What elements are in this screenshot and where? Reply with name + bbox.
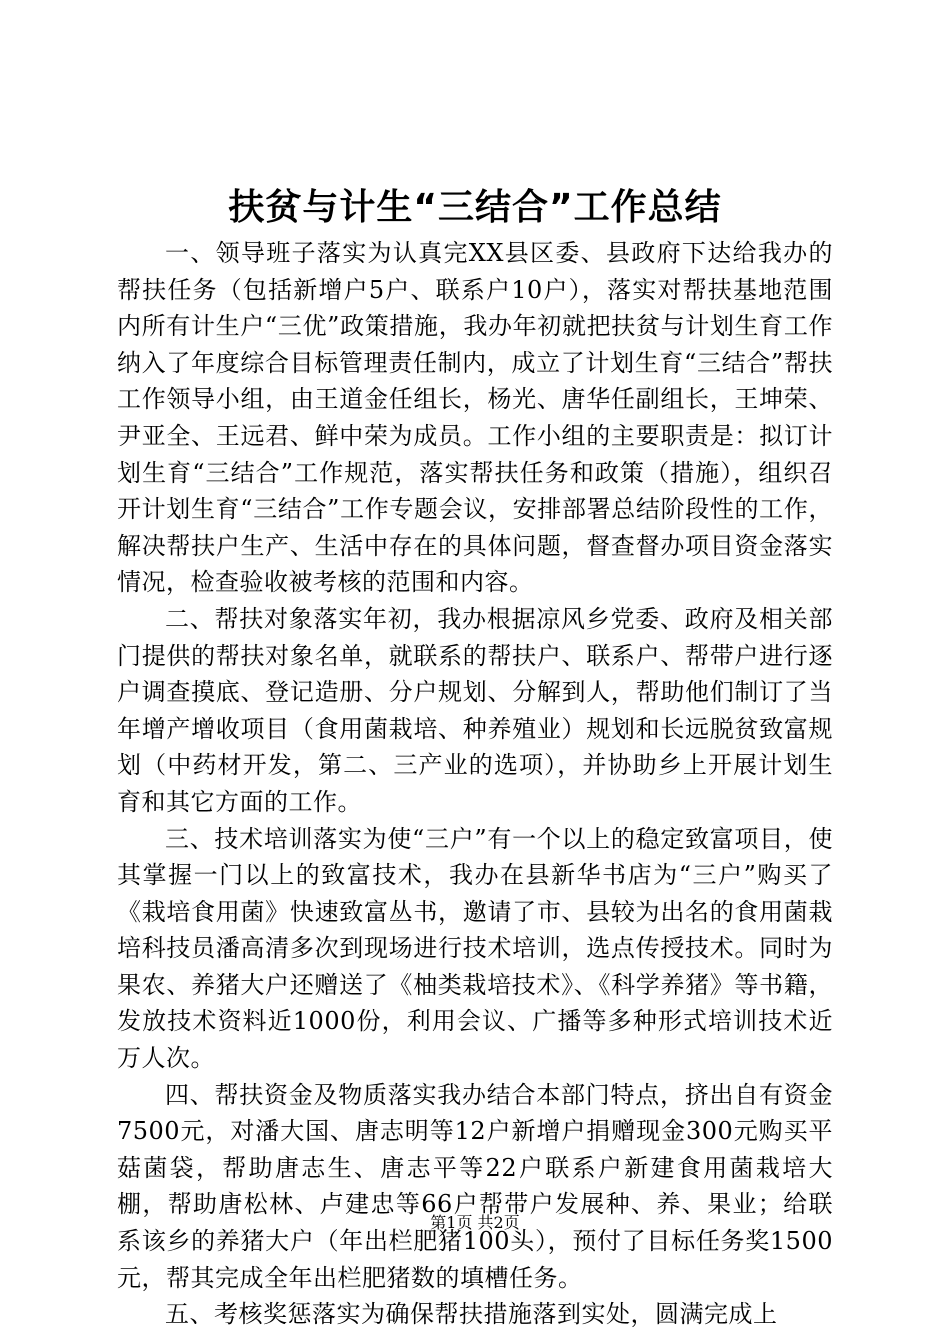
paragraph-5: 五、考核奖惩落实为确保帮扶措施落到实处，圆满完成上 xyxy=(165,1300,778,1329)
document-body xyxy=(117,235,833,1333)
page-number-footer: 第1页 共2页 xyxy=(430,1213,520,1232)
paragraph-3: 三、技术培训落实为使“三户”有一个以上的稳定致富项目，使其掌握一门以上的致富技术，我办在县新华书店为“三户”购买了《栽培食用菌》快速致富丛书，邀请了市、县较为出名的食用菌栽培科技员潘高清多次到现场进行技术培训，选点传授技术。同时为果农、养猪大户还赠送了《柚类栽培技术》、《科学养猪》等书籍，发放技术资料近1000份，利用会议、广播等多种形式培训技术近万人次。 xyxy=(117,824,833,1073)
document-title: 扶贫与计生“三结合”工作总结 xyxy=(228,187,722,228)
paragraph-4: 四、帮扶资金及物质落实我办结合本部门特点，挤出自有资金7500元，对潘大国、唐志明等12户新增户捐赠现金300元购买平菇菌袋，帮助唐志生、唐志平等22户联系户新建食用菌栽培大棚，帮助唐松林、卢建忠等66户帮带户发展种、养、果业；给联系该乡的养猪大户（年出栏肥猪100头），预付了目标任务奖1500元，帮其完成全年出栏肥猪数的填槽任务。 xyxy=(117,1080,833,1292)
paragraph-2: 二、帮扶对象落实年初，我办根据凉风乡党委、政府及相关部门提供的帮扶对象名单，就联系的帮扶户、联系户、帮带户进行逐户调查摸底、登记造册、分户规划、分解到人，帮助他们制订了当年增产增收项目（食用菌栽培、种养殖业）规划和长远脱贫致富规划（中药材开发，第二、三产业的选项），并协助乡上开展计划生育和其它方面的工作。 xyxy=(117,604,833,816)
paragraph-1: 一、领导班子落实为认真完XX县区委、县政府下达给我办的帮扶任务（包括新增户5户、联系户10户），落实对帮扶基地范围内所有计生户“三优”政策措施，我办年初就把扶贫与计划生育工作纳入了年度综合目标管理责任制内，成立了计划生育“三结合”帮扶工作领导小组，由王道金任组长，杨光、唐华任副组长，王坤荣、尹亚全、王远君、鲜中荣为成员。工作小组的主要职责是：拟订计划生育“三结合”工作规范，落实帮扶任务和政策（措施），组织召开计划生育“三结合”工作专题会议，安排部署总结阶段性的工作，解决帮扶户生产、生活中存在的具体问题，督查督办项目资金落实情况，检查验收被考核的范围和内容。 xyxy=(117,239,833,597)
